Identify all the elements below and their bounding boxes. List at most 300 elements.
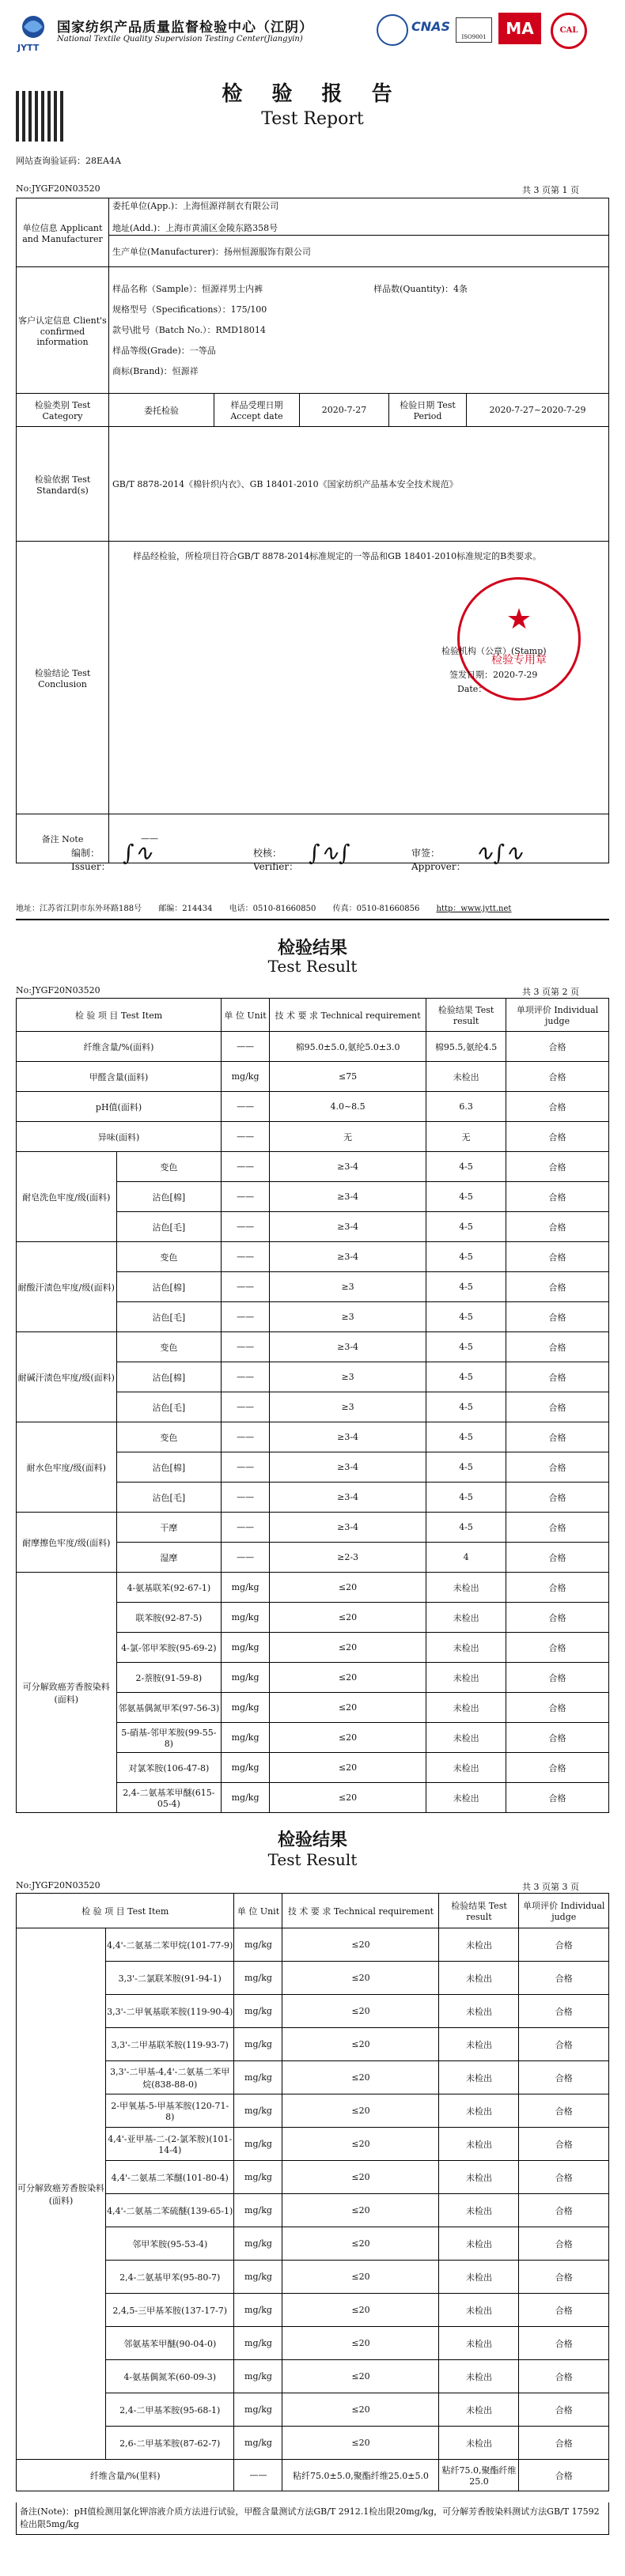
test-period-label: 检验日期 Test Period (389, 394, 467, 427)
accept-date-value: 2020-7-27 (300, 394, 389, 427)
requirement-cell: ≤20 (282, 1962, 439, 1995)
result-cell: 未检出 (439, 1962, 519, 1995)
judge-cell: 合格 (506, 1152, 609, 1182)
unit-cell: —— (222, 1362, 270, 1392)
unit-cell: —— (222, 1392, 270, 1422)
requirement-cell: ≥3-4 (270, 1152, 426, 1182)
test-item: 沾色[毛] (116, 1212, 221, 1242)
requirement-cell: ≥3 (270, 1362, 426, 1392)
jytt-logo-icon (16, 14, 54, 46)
unit-cell: mg/kg (222, 1573, 270, 1603)
official-stamp: ★ 检验专用章 (457, 577, 581, 701)
page-number-p2: 共 3 页第 2 页 (522, 987, 579, 997)
unit-cell: —— (222, 1032, 270, 1062)
report-number-p2: No:JYGF20N03520 (16, 985, 100, 995)
table-row (17, 2061, 609, 2094)
judge-cell: 合格 (519, 2393, 609, 2427)
iso-badge: ISO9001 (456, 17, 492, 43)
table-row (17, 1962, 609, 1995)
table-row (17, 1422, 609, 1452)
result-cell: 4-5 (426, 1182, 506, 1212)
page-number: 共 3 页第 1 页 (522, 185, 579, 195)
result-cell: 4-5 (426, 1212, 506, 1242)
requirement-cell: ≤20 (282, 2227, 439, 2261)
test-item: 沾色[棉] (116, 1362, 221, 1392)
unit-cell: —— (234, 2460, 282, 2491)
test-item: 沾色[毛] (116, 1392, 221, 1422)
result-cell: 未检出 (439, 1928, 519, 1962)
results-title-en-p2: Test Result (267, 957, 358, 976)
unit-cell: —— (222, 1452, 270, 1483)
result-cell: 未检出 (426, 1723, 506, 1753)
col-result: 检验结果 Test result (426, 999, 506, 1032)
accept-date-label: 样品受理日期 Accept date (214, 394, 300, 427)
result-cell: 未检出 (439, 2427, 519, 2460)
requirement-cell: ≥3 (270, 1302, 426, 1332)
table-row (17, 2360, 609, 2393)
table-row (17, 1092, 609, 1122)
table-row (17, 2194, 609, 2227)
unit-cell: mg/kg (234, 2427, 282, 2460)
requirement-cell: ≥3 (270, 1272, 426, 1302)
requirement-cell: ≤20 (282, 2427, 439, 2460)
test-item: 邻氨基偶氮甲苯(97-56-3) (116, 1693, 221, 1723)
requirement-cell: ≤20 (282, 2094, 439, 2128)
table-row (17, 2028, 609, 2061)
result-cell: 未检出 (439, 2360, 519, 2393)
judge-cell: 合格 (506, 1302, 609, 1332)
result-cell: 未检出 (426, 1693, 506, 1723)
sample-info: 样品名称（Sample）：恒源祥男士内裤 样品数(Quantity)：4条 规格型号（Specifications）：175/100 款号\批号（Batch No.）：RMD18014 样品等级(Grade)：一等品 商标(Brand)：恒源祥 (109, 267, 609, 394)
unit-cell: mg/kg (234, 1928, 282, 1962)
judge-cell: 合格 (506, 1122, 609, 1152)
test-item: 异味(面料) (17, 1122, 222, 1152)
judge-cell: 合格 (506, 1092, 609, 1122)
logo-text: JYTT (17, 43, 40, 53)
table-row (17, 2460, 609, 2491)
unit-cell: —— (222, 1182, 270, 1212)
requirement-cell: ≥3-4 (270, 1332, 426, 1362)
requirement-cell: ≤20 (270, 1573, 426, 1603)
conclusion-text: 样品经检验，所检项目符合GB/T 8878-2014标准规定的一等品和GB 18401-2010标准规定的B类要求。 (133, 551, 542, 561)
unit-cell: —— (222, 1212, 270, 1242)
requirement-cell: ≤20 (282, 2360, 439, 2393)
remarks-label: 备注 Note (17, 814, 109, 863)
unit-cell: mg/kg (222, 1723, 270, 1753)
judge-cell: 合格 (506, 1573, 609, 1603)
result-cell: 4-5 (426, 1152, 506, 1182)
test-item: 邻氨基苯甲醚(90-04-0) (106, 2327, 234, 2360)
requirement-cell: ≤20 (282, 2161, 439, 2194)
test-group: 耐摩擦色牢度/级(面料) (17, 1513, 117, 1573)
requirement-cell: ≤20 (270, 1783, 426, 1813)
requirement-cell: ≤20 (282, 2327, 439, 2360)
col-judge-p3: 单项评价 Individual judge (519, 1894, 609, 1928)
unit-cell: —— (222, 1122, 270, 1152)
table-row (17, 1928, 609, 1962)
date-label: Date： (457, 684, 487, 694)
cal-logo: CAL (551, 13, 587, 49)
standard-label: 检验依据 Test Standard(s) (17, 427, 109, 542)
approver-signature: ∿∫∿ (475, 840, 524, 866)
judge-cell: 合格 (506, 1422, 609, 1452)
result-cell: 未检出 (439, 2028, 519, 2061)
requirement-cell: ≤20 (282, 2294, 439, 2327)
result-cell: 未检出 (426, 1603, 506, 1633)
result-cell: 未检出 (439, 2393, 519, 2427)
test-item: 2-甲氧基-5-甲基苯胺(120-71-8) (106, 2094, 234, 2128)
cma-logo: MA (498, 13, 541, 44)
requirement-cell: ≤20 (282, 2028, 439, 2061)
test-item: 3,3'-二甲氧基联苯胺(119-90-4) (106, 1995, 234, 2028)
requirement-cell: ≥3-4 (270, 1483, 426, 1513)
requirement-cell: ≥3-4 (270, 1513, 426, 1543)
judge-cell: 合格 (519, 2360, 609, 2393)
requirement-cell: ≤20 (270, 1663, 426, 1693)
results-body-p3 (17, 1928, 609, 2491)
requirement-cell: 4.0~8.5 (270, 1092, 426, 1122)
judge-cell: 合格 (506, 1603, 609, 1633)
unit-cell: mg/kg (234, 2360, 282, 2393)
unit-cell: mg/kg (234, 2194, 282, 2227)
test-item: 沾色[毛] (116, 1302, 221, 1332)
verifier-label: 校核： Verifier： (253, 848, 299, 872)
judge-cell: 合格 (519, 2161, 609, 2194)
judge-cell: 合格 (506, 1483, 609, 1513)
result-cell: 4-5 (426, 1392, 506, 1422)
requirement-cell: ≥3-4 (270, 1452, 426, 1483)
judge-cell: 合格 (506, 1693, 609, 1723)
test-item: 纤维含量/%(里料) (17, 2460, 234, 2491)
unit-cell: mg/kg (222, 1663, 270, 1693)
table-row (17, 1573, 609, 1603)
judge-cell: 合格 (506, 1392, 609, 1422)
result-cell: 未检出 (426, 1753, 506, 1783)
judge-cell: 合格 (519, 1962, 609, 1995)
unit-cell: mg/kg (222, 1603, 270, 1633)
test-item: 4,4'-二氨基二苯甲烷(101-77-9) (106, 1928, 234, 1962)
issuer-signature: ∫∿ (123, 840, 153, 866)
result-cell: 未检出 (439, 2194, 519, 2227)
signature-row (16, 840, 609, 879)
unit-cell: —— (222, 1152, 270, 1182)
judge-cell: 合格 (506, 1723, 609, 1753)
table-row (17, 2128, 609, 2161)
test-group: 耐碱汗渍色牢度/级(面料) (17, 1332, 117, 1422)
test-item: pH值(面料) (17, 1092, 222, 1122)
col-unit: 单 位 Unit (222, 999, 270, 1032)
test-item: 3,3'-二甲基联苯胺(119-93-7) (106, 2028, 234, 2061)
judge-cell: 合格 (519, 2028, 609, 2061)
judge-cell: 合格 (506, 1663, 609, 1693)
judge-cell: 合格 (519, 2227, 609, 2261)
result-cell: 未检出 (426, 1062, 506, 1092)
page-number-p3: 共 3 页第 3 页 (522, 1882, 579, 1892)
unit-cell: mg/kg (234, 2161, 282, 2194)
result-cell: 粘纤75.0,聚酯纤维25.0 (439, 2460, 519, 2491)
result-cell: 4-5 (426, 1272, 506, 1302)
unit-cell: —— (222, 1092, 270, 1122)
requirement-cell: ≥2-3 (270, 1543, 426, 1573)
result-cell: 未检出 (439, 2094, 519, 2128)
judge-cell: 合格 (519, 2061, 609, 2094)
unit-cell: —— (222, 1332, 270, 1362)
page-divider (16, 919, 609, 920)
judge-cell: 合格 (506, 1753, 609, 1783)
result-cell: 未检出 (426, 1783, 506, 1813)
table-row (17, 2427, 609, 2460)
requirement-cell: ≥3-4 (270, 1242, 426, 1272)
requirement-cell: ≤20 (282, 2194, 439, 2227)
unit-cell: —— (222, 1483, 270, 1513)
requirement-cell: ≤75 (270, 1062, 426, 1092)
col-item: 检 验 项 目 Test Item (17, 999, 222, 1032)
requirement-cell: 无 (270, 1122, 426, 1152)
requirement-cell: ≥3-4 (270, 1212, 426, 1242)
judge-cell: 合格 (519, 1928, 609, 1962)
report-header (16, 9, 609, 57)
client-field: 委托单位(App.)：上海恒源祥制衣有限公司 地址(Add.)：上海市黄浦区金陵东路358号 (109, 198, 609, 236)
test-item: 甲醛含量(面料) (17, 1062, 222, 1092)
test-item: 干摩 (116, 1513, 221, 1543)
result-cell: 4-5 (426, 1302, 506, 1332)
col-requirement-p3: 技 术 要 求 Technical requirement (282, 1894, 439, 1928)
test-item: 4,4'-亚甲基-二-(2-氯苯胺)(101-14-4) (106, 2128, 234, 2161)
table-row (17, 2227, 609, 2261)
unit-cell: —— (222, 1242, 270, 1272)
judge-cell: 合格 (506, 1543, 609, 1573)
requirement-cell: ≤20 (270, 1693, 426, 1723)
unit-cell: —— (222, 1422, 270, 1452)
unit-cell: mg/kg (234, 2227, 282, 2261)
remarks-value: —— (109, 814, 609, 863)
judge-cell: 合格 (519, 2427, 609, 2460)
conclusion-cell (109, 542, 609, 814)
results-title-en-p3: Test Result (267, 1850, 358, 1869)
table-row (17, 2094, 609, 2128)
results-title-cn-p2: 检验结果 (277, 938, 347, 958)
result-cell: 6.3 (426, 1092, 506, 1122)
page3-note: 备注(Note)：pH值检测用氯化钾溶液介质方法进行试验，甲醛含量测试方法GB/T 2912.1检出限20mg/kg，可分解芳香胺染料测试方法GB/T 17592检出限5mg/kg (16, 2502, 609, 2535)
test-item: 3,3'-二甲基-4,4'-二氨基二苯甲烷(838-88-0) (106, 2061, 234, 2094)
unit-cell: mg/kg (234, 1995, 282, 2028)
result-cell: 4-5 (426, 1422, 506, 1452)
result-cell: 未检出 (439, 2261, 519, 2294)
judge-cell: 合格 (519, 2327, 609, 2360)
requirement-cell: ≤20 (282, 2128, 439, 2161)
col-judge: 单项评价 Individual judge (506, 999, 609, 1032)
test-item: 变色 (116, 1242, 221, 1272)
issue-date: 签发日期：2020-7-29 (449, 670, 538, 680)
test-period-value: 2020-7-27~2020-7-29 (467, 394, 609, 427)
judge-cell: 合格 (519, 2194, 609, 2227)
judge-cell: 合格 (506, 1182, 609, 1212)
footer-contact: 地址：江苏省江阴市东外环路188号 邮编：214434 电话：0510-81660850 传真：0510-81660856 http：www.jytt.net (16, 905, 512, 913)
stamp-label: 检验机构（公章）(Stamp) (441, 646, 547, 656)
test-item: 对氯苯胺(106-47-8) (116, 1753, 221, 1783)
unit-cell: —— (222, 1302, 270, 1332)
unit-cell: mg/kg (222, 1062, 270, 1092)
approver-label: 审签： Approver： (411, 848, 466, 872)
unit-cell: mg/kg (234, 2061, 282, 2094)
col-unit-p3: 单 位 Unit (234, 1894, 282, 1928)
table-row (17, 2294, 609, 2327)
test-group: 耐酸汗渍色牢度/级(面料) (17, 1242, 117, 1332)
requirement-cell: ≤20 (270, 1603, 426, 1633)
judge-cell: 合格 (519, 2460, 609, 2491)
table-row (17, 1032, 609, 1062)
result-cell: 未检出 (426, 1663, 506, 1693)
col-item-p3: 检 验 项 目 Test Item (17, 1894, 234, 1928)
judge-cell: 合格 (519, 2094, 609, 2128)
unit-cell: mg/kg (234, 2327, 282, 2360)
result-cell: 未检出 (439, 2161, 519, 2194)
unit-cell: —— (222, 1513, 270, 1543)
judge-cell: 合格 (506, 1212, 609, 1242)
test-item: 邻甲苯胺(95-53-4) (106, 2227, 234, 2261)
test-group: 可分解致癌芳香胺染料(面料) (17, 1573, 117, 1813)
result-cell: 未检出 (439, 2061, 519, 2094)
judge-cell: 合格 (506, 1332, 609, 1362)
results-table-p3 (16, 1893, 609, 2491)
test-item: 纤维含量/%(面料) (17, 1032, 222, 1062)
issuer-label: 编制： Issuer： (71, 848, 111, 872)
org-name-en: National Textile Quality Supervision Testing Center(Jiangyin) (57, 35, 303, 43)
judge-cell: 合格 (506, 1242, 609, 1272)
test-item: 沾色[棉] (116, 1452, 221, 1483)
report-title-cn: 检 验 报 告 (222, 82, 403, 106)
test-item: 2-萘胺(91-59-8) (116, 1663, 221, 1693)
test-item: 4-氨基联苯(92-67-1) (116, 1573, 221, 1603)
result-cell: 4-5 (426, 1452, 506, 1483)
result-cell: 未检出 (439, 2327, 519, 2360)
verifier-signature: ∫∿∫ (309, 840, 350, 866)
requirement-cell: ≤20 (282, 1928, 439, 1962)
judge-cell: 合格 (519, 2128, 609, 2161)
report-title-en: Test Report (261, 109, 364, 129)
test-item: 联苯胺(92-87-5) (116, 1603, 221, 1633)
table-row (17, 1995, 609, 2028)
test-item: 变色 (116, 1152, 221, 1182)
requirement-cell: ≤20 (270, 1723, 426, 1753)
requirement-cell: 粘纤75.0±5.0,聚酯纤维25.0±5.0 (282, 2460, 439, 2491)
result-cell: 未检出 (439, 2227, 519, 2261)
judge-cell: 合格 (506, 1633, 609, 1663)
test-item: 变色 (116, 1332, 221, 1362)
test-group: 可分解致癌芳香胺染料(面料) (17, 1928, 106, 2460)
test-item: 变色 (116, 1422, 221, 1452)
test-item: 2,4-二氨基甲苯(95-80-7) (106, 2261, 234, 2294)
result-cell: 4-5 (426, 1362, 506, 1392)
conclusion-label: 检验结论 Test Conclusion (17, 542, 109, 814)
judge-cell: 合格 (519, 1995, 609, 2028)
result-cell: 棉95.5,氨纶4.5 (426, 1032, 506, 1062)
unit-cell: mg/kg (222, 1753, 270, 1783)
test-item: 沾色[棉] (116, 1272, 221, 1302)
table-row (17, 2393, 609, 2427)
judge-cell: 合格 (519, 2294, 609, 2327)
unit-info-label: 单位信息 Applicant and Manufacturer (17, 198, 109, 267)
test-item: 2,6-二甲基苯胺(87-62-7) (106, 2427, 234, 2460)
result-cell: 4-5 (426, 1332, 506, 1362)
requirement-cell: ≤20 (270, 1633, 426, 1663)
unit-cell: mg/kg (234, 2028, 282, 2061)
org-name-cn: 国家纺织产品质量监督检验中心（江阴） (57, 20, 313, 36)
col-result-p3: 检验结果 Test result (439, 1894, 519, 1928)
test-group: 耐皂洗色牢度/级(面料) (17, 1152, 117, 1242)
unit-cell: mg/kg (234, 2294, 282, 2327)
unit-cell: mg/kg (234, 2393, 282, 2427)
test-item: 3,3'-二氯联苯胺(91-94-1) (106, 1962, 234, 1995)
report-number: No:JYGF20N03520 (16, 183, 100, 194)
requirement-cell: ≥3-4 (270, 1182, 426, 1212)
table-row (17, 2161, 609, 2194)
result-cell: 未检出 (439, 1995, 519, 2028)
unit-cell: —— (222, 1543, 270, 1573)
unit-cell: mg/kg (234, 1962, 282, 1995)
query-code: 网站查询验证码：28EA4A (16, 156, 121, 166)
client-info-label: 客户认定信息 Client's confirmed information (17, 267, 109, 394)
results-body-p2 (17, 1032, 609, 1813)
table-row (17, 1122, 609, 1152)
test-item: 沾色[毛] (116, 1483, 221, 1513)
requirement-cell: ≥3-4 (270, 1422, 426, 1452)
iaf-badge-icon (377, 14, 408, 46)
result-cell: 未检出 (439, 2128, 519, 2161)
report-info-table (16, 198, 609, 863)
judge-cell: 合格 (506, 1452, 609, 1483)
judge-cell: 合格 (519, 2261, 609, 2294)
judge-cell: 合格 (506, 1783, 609, 1813)
requirement-cell: ≥3 (270, 1392, 426, 1422)
test-item: 沾色[棉] (116, 1182, 221, 1212)
requirement-cell: ≤20 (270, 1753, 426, 1783)
unit-cell: —— (222, 1272, 270, 1302)
unit-cell: mg/kg (234, 2261, 282, 2294)
test-category-value: 委托检验 (109, 394, 214, 427)
unit-cell: mg/kg (222, 1783, 270, 1813)
table-row (17, 1242, 609, 1272)
unit-cell: mg/kg (222, 1693, 270, 1723)
results-title-cn-p3: 检验结果 (277, 1830, 347, 1850)
col-requirement: 技 术 要 求 Technical requirement (270, 999, 426, 1032)
test-item: 4-氯-邻甲苯胺(95-69-2) (116, 1633, 221, 1663)
result-cell: 4 (426, 1543, 506, 1573)
manufacturer-field: 生产单位(Manufacturer)：扬州恒源服饰有限公司 (109, 236, 609, 267)
result-cell: 4-5 (426, 1513, 506, 1543)
result-cell: 未检出 (426, 1573, 506, 1603)
test-item: 湿摩 (116, 1543, 221, 1573)
table-row (17, 2261, 609, 2294)
test-item: 4-氨基偶氮苯(60-09-3) (106, 2360, 234, 2393)
unit-cell: mg/kg (234, 2094, 282, 2128)
judge-cell: 合格 (506, 1032, 609, 1062)
unit-cell: mg/kg (234, 2128, 282, 2161)
judge-cell: 合格 (506, 1062, 609, 1092)
result-cell: 未检出 (426, 1633, 506, 1663)
test-item: 4,4'-二氨基二苯硫醚(139-65-1) (106, 2194, 234, 2227)
table-row (17, 1513, 609, 1543)
judge-cell: 合格 (506, 1272, 609, 1302)
test-item: 2,4,5-三甲基苯胺(137-17-7) (106, 2294, 234, 2327)
table-row (17, 1152, 609, 1182)
test-item: 4,4'-二氨基二苯醚(101-80-4) (106, 2161, 234, 2194)
result-cell: 4-5 (426, 1242, 506, 1272)
test-group: 耐水色牢度/级(面料) (17, 1422, 117, 1513)
standard-value: GB/T 8878-2014《棉针织内衣》、GB 18401-2010《国家纺织产品基本安全技术规范》 (109, 427, 609, 542)
test-item: 2,4-二氨基苯甲醚(615-05-4) (116, 1783, 221, 1813)
judge-cell: 合格 (506, 1362, 609, 1392)
